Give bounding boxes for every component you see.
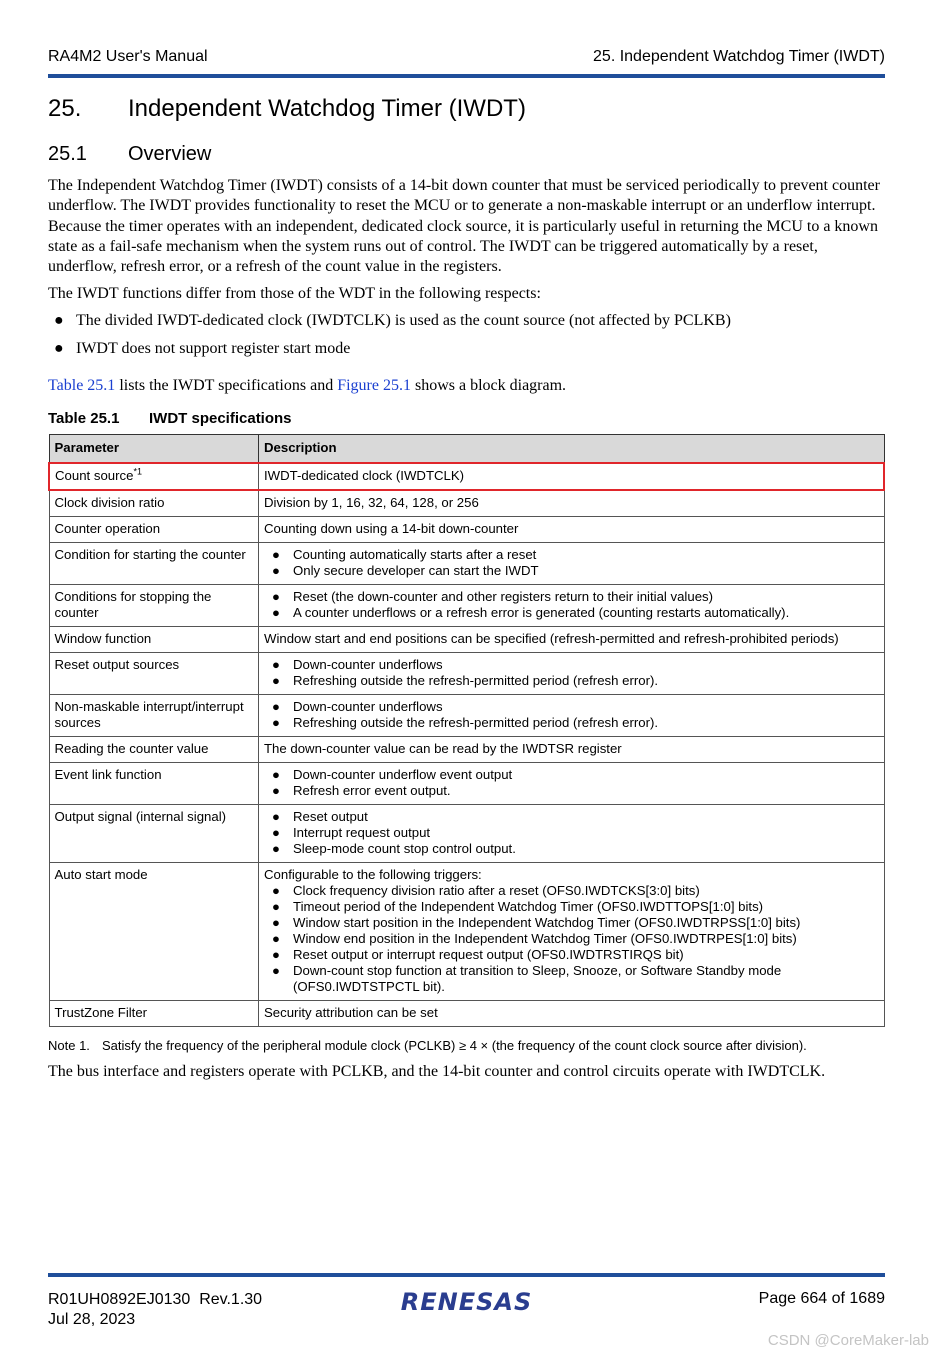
list-item — [264, 899, 879, 915]
desc-cell — [259, 585, 885, 627]
chapter-heading — [48, 95, 526, 123]
table-row-highlighted — [49, 463, 884, 490]
param-cell — [49, 463, 259, 490]
table-row — [49, 517, 884, 543]
header-chapter-title: 25. Independent Watchdog Timer (IWDT) — [593, 48, 885, 65]
bullet-icon: ● — [272, 767, 280, 782]
bullet-icon: ● — [54, 312, 64, 329]
param-cell: TrustZone Filter — [49, 1001, 259, 1027]
differ-paragraph: The IWDT functions differ from those of the WDT in the following respects: — [48, 285, 541, 302]
list-item-text: Refresh error event output. — [293, 783, 451, 798]
bullet-icon: ● — [272, 899, 280, 914]
param-cell: Reset output sources — [49, 653, 259, 695]
logo-text: RENESAS — [400, 1288, 533, 1314]
param-cell: Window function — [49, 627, 259, 653]
bullet-icon: ● — [272, 963, 280, 978]
param-cell: Condition for starting the counter — [49, 543, 259, 585]
list-item-text: Refreshing outside the refresh-permitted period (refresh error). — [293, 673, 659, 688]
list-item-text: IWDT does not support register start mode — [76, 340, 351, 357]
table-row — [49, 653, 884, 695]
list-item — [264, 963, 879, 995]
reference-text-end: shows a block diagram. — [410, 377, 567, 394]
list-item — [264, 783, 879, 799]
list-item-text: Reset (the down-counter and other registers return to their initial values) — [293, 589, 714, 604]
list-item — [264, 915, 879, 931]
list-item-text: Only secure developer can start the IWDT — [293, 563, 539, 578]
list-item-text: Counting automatically starts after a reset — [293, 547, 537, 562]
list-item — [264, 809, 879, 825]
bullet-icon: ● — [272, 715, 280, 730]
table-row — [49, 543, 884, 585]
list-item — [264, 605, 879, 621]
list-item — [264, 947, 879, 963]
bullet-icon: ● — [272, 605, 280, 620]
bullet-icon: ● — [272, 947, 280, 962]
bullet-icon: ● — [272, 931, 280, 946]
table-row — [49, 585, 884, 627]
param-cell: Output signal (internal signal) — [49, 805, 259, 863]
list-item — [264, 589, 879, 605]
note-label: Note 1. — [48, 1038, 90, 1053]
bullet-icon: ● — [272, 589, 280, 604]
list-item-text: Down-counter underflow event output — [293, 767, 513, 782]
param-cell: Reading the counter value — [49, 737, 259, 763]
bullet-icon: ● — [272, 809, 280, 824]
section-title: Overview — [128, 143, 212, 165]
desc-cell — [259, 863, 885, 1001]
desc-cell: Security attribution can be set — [259, 1001, 885, 1027]
list-item-text: Refreshing outside the refresh-permitted period (refresh error). — [293, 715, 659, 730]
list-item-text: Window start position in the Independent Watchdog Timer (OFS0.IWDTRPSS[1:0] bits) — [293, 915, 801, 930]
renesas-logo-icon — [394, 1288, 539, 1314]
list-item-text: Down-counter underflows — [293, 699, 443, 714]
param-cell: Counter operation — [49, 517, 259, 543]
list-item-text: Reset output or interrupt request output (OFS0.IWDTRSTIRQS bit) — [293, 947, 684, 962]
column-header-parameter: Parameter — [49, 435, 259, 464]
header-rule — [48, 74, 885, 78]
list-item — [264, 699, 879, 715]
table-row — [49, 490, 884, 517]
footer-rule — [48, 1273, 885, 1277]
document-id: R01UH0892EJ0130 Rev.1.30 — [48, 1291, 263, 1308]
desc-cell: Counting down using a 14-bit down-counter — [259, 517, 885, 543]
watermark: CSDN @CoreMaker-lab — [767, 1332, 929, 1349]
figure-reference-link[interactable]: Figure 25.1 — [337, 377, 411, 394]
list-item — [264, 931, 879, 947]
list-item — [264, 547, 879, 563]
list-item-text: Sleep-mode count stop control output. — [293, 841, 516, 856]
list-item-text: Down-counter underflows — [293, 657, 443, 672]
table-row — [49, 863, 884, 1001]
list-item — [264, 883, 879, 899]
differ-list — [48, 311, 885, 367]
desc-cell: Division by 1, 16, 32, 64, 128, or 256 — [259, 490, 885, 517]
list-item — [264, 563, 879, 579]
note-text: Satisfy the frequency of the peripheral module clock (PCLKB) ≥ 4 × (the frequency of the count clock source after division). — [102, 1038, 807, 1053]
table-caption-title: IWDT specifications — [149, 410, 292, 427]
bullet-icon: ● — [272, 841, 280, 856]
param-cell: Auto start mode — [49, 863, 259, 1001]
column-header-description: Description — [259, 435, 885, 464]
closing-paragraph: The bus interface and registers operate with PCLKB, and the 14-bit counter and control circuits operate with IWDTCLK. — [48, 1063, 826, 1080]
bullet-icon: ● — [272, 563, 280, 578]
param-cell: Event link function — [49, 763, 259, 805]
desc-cell — [259, 763, 885, 805]
footer-document-info — [48, 1290, 262, 1330]
desc-cell: Window start and end positions can be specified (refresh-permitted and refresh-prohibited periods) — [259, 627, 885, 653]
list-item — [264, 673, 879, 689]
table-note — [48, 1038, 807, 1053]
desc-cell — [259, 653, 885, 695]
bullet-icon: ● — [272, 547, 280, 562]
list-item — [264, 657, 879, 673]
chapter-number: 25. — [48, 95, 82, 122]
list-item-text: Interrupt request output — [293, 825, 431, 840]
table-row — [49, 1001, 884, 1027]
list-item-text: Timeout period of the Independent Watchdog Timer (OFS0.IWDTTOPS[1:0] bits) — [293, 899, 764, 914]
desc-cell: The down-counter value can be read by the IWDTSR register — [259, 737, 885, 763]
reference-paragraph — [48, 376, 885, 396]
document-date: Jul 28, 2023 — [48, 1311, 136, 1328]
table-reference-link[interactable]: Table 25.1 — [48, 377, 116, 394]
param-cell: Non-maskable interrupt/interrupt sources — [49, 695, 259, 737]
table-row — [49, 695, 884, 737]
bullet-icon: ● — [54, 340, 64, 357]
list-item-text: Clock frequency division ratio after a reset (OFS0.IWDTCKS[3:0] bits) — [293, 883, 700, 898]
desc-cell: IWDT-dedicated clock (IWDTCLK) — [259, 463, 885, 490]
bullet-icon: ● — [272, 915, 280, 930]
bullet-icon: ● — [272, 657, 280, 672]
param-cell: Clock division ratio — [49, 490, 259, 517]
desc-cell — [259, 695, 885, 737]
table-row — [49, 627, 884, 653]
footnote-ref: *1 — [133, 466, 142, 477]
bullet-icon: ● — [272, 883, 280, 898]
list-item — [264, 715, 879, 731]
section-number: 25.1 — [48, 143, 87, 165]
page-number: Page 664 of 1689 — [758, 1290, 885, 1307]
desc-cell — [259, 805, 885, 863]
table-caption — [48, 410, 292, 427]
bullet-icon: ● — [272, 673, 280, 688]
bullet-icon: ● — [272, 699, 280, 714]
section-heading — [48, 143, 211, 166]
desc-cell — [259, 543, 885, 585]
table-header-row — [49, 435, 884, 464]
table-row — [49, 763, 884, 805]
specifications-table — [48, 434, 885, 1027]
list-item-text: Reset output — [293, 809, 368, 824]
table-row — [49, 805, 884, 863]
list-item-text: Down-count stop function at transition to Sleep, Snooze, or Software Standby mode (OFS0.IWDTSTPCTL bit). — [293, 963, 782, 994]
reference-text-mid: lists the IWDT specifications and — [115, 377, 338, 394]
list-item — [264, 841, 879, 857]
chapter-title: Independent Watchdog Timer (IWDT) — [128, 95, 526, 122]
list-item — [48, 311, 885, 339]
intro-paragraph: The Independent Watchdog Timer (IWDT) consists of a 14-bit down counter that must be serviced periodically to prevent counter underflow. The IWDT provides functionality to reset the MCU or to generate a non-maskable interrupt or an underflow interrupt. Because the timer operates with an independent, dedicated clock source, it is particularly useful in returning the MCU to a known state as a fail-safe mechanism when the system runs out of control. The IWDT can be triggered automatically by a reset, underflow, refresh error, or a refresh of the count value in the registers. — [48, 177, 880, 276]
param-text: Count source — [55, 468, 134, 483]
list-item — [48, 339, 885, 367]
list-item-text: A counter underflows or a refresh error is generated (counting restarts automatically). — [293, 605, 790, 620]
param-cell: Conditions for stopping the counter — [49, 585, 259, 627]
bullet-icon: ● — [272, 783, 280, 798]
list-item — [264, 767, 879, 783]
bullet-icon: ● — [272, 825, 280, 840]
table-row — [49, 737, 884, 763]
list-item-text: Window end position in the Independent Watchdog Timer (OFS0.IWDTRPES[1:0] bits) — [293, 931, 797, 946]
list-item — [264, 825, 879, 841]
header-manual-title: RA4M2 User's Manual — [48, 48, 208, 65]
table-caption-number: Table 25.1 — [48, 410, 120, 427]
list-item-text: The divided IWDT-dedicated clock (IWDTCLK) is used as the count source (not affected by PCLKB) — [76, 312, 731, 329]
desc-intro: Configurable to the following triggers: — [264, 867, 482, 882]
